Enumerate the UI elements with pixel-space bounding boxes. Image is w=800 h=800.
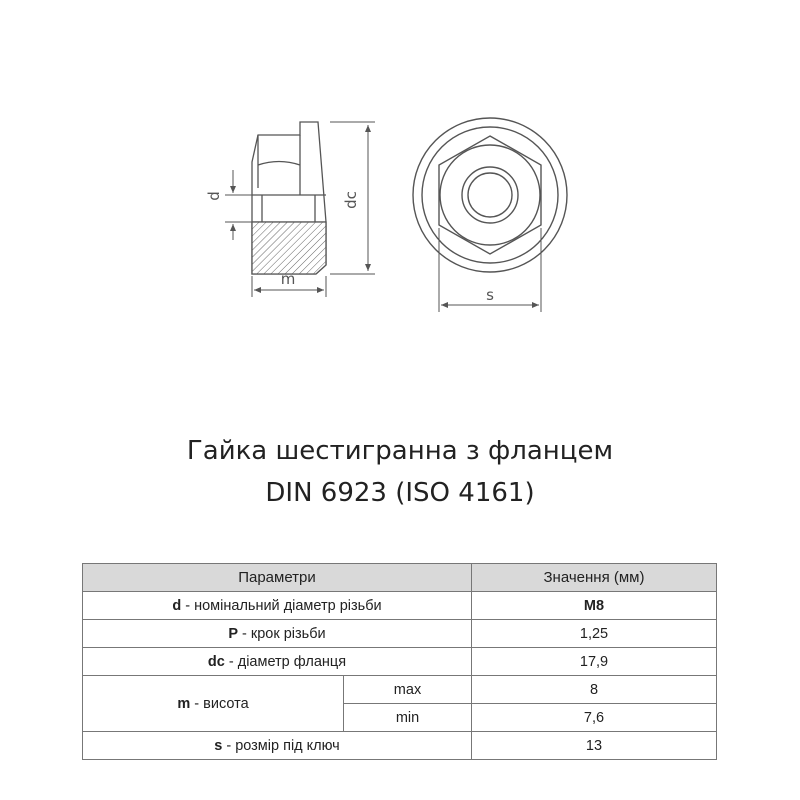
param-dc [83, 648, 472, 676]
param-s [83, 732, 472, 760]
value-p: 1,25 [472, 620, 717, 648]
param-symbol: P [228, 625, 239, 642]
param-desc: - номінальний діаметр різьби [181, 597, 382, 614]
header-values: Значення (мм) [472, 564, 717, 592]
value-d: M8 [472, 592, 717, 620]
label-s: s [486, 286, 494, 304]
title-line-1: Гайка шестигранна з фланцем [186, 436, 614, 466]
param-symbol: dc [207, 653, 225, 670]
value-m-max: 8 [472, 676, 717, 704]
param-d [83, 592, 472, 620]
table-row [83, 592, 717, 620]
specs-table [82, 563, 717, 760]
m-min-label: min [344, 704, 472, 732]
table-row [83, 676, 717, 704]
table-row [83, 732, 717, 760]
label-d: d [205, 191, 223, 201]
m-max-label: max [344, 676, 472, 704]
param-symbol: d [172, 597, 182, 614]
param-symbol: m [177, 695, 191, 712]
table-row [83, 648, 717, 676]
section-hatch [252, 222, 326, 274]
param-p [83, 620, 472, 648]
value-s: 13 [472, 732, 717, 760]
param-desc: - розмір під ключ [222, 737, 340, 754]
table-row [83, 620, 717, 648]
param-symbol: s [214, 737, 223, 754]
value-m-min: 7,6 [472, 704, 717, 732]
label-m: m [280, 270, 296, 288]
header-parameters: Параметри [83, 564, 472, 592]
label-dc: dc [342, 191, 360, 209]
table-header-row [83, 564, 717, 592]
top-view [413, 118, 567, 272]
dimension-d [225, 170, 252, 240]
param-m [83, 676, 344, 732]
title-line-2: DIN 6923 (ISO 4161) [265, 478, 535, 508]
value-dc: 17,9 [472, 648, 717, 676]
param-desc: - діаметр фланця [224, 653, 347, 670]
param-desc: - крок різьби [238, 625, 326, 642]
param-desc: - висота [190, 695, 249, 712]
